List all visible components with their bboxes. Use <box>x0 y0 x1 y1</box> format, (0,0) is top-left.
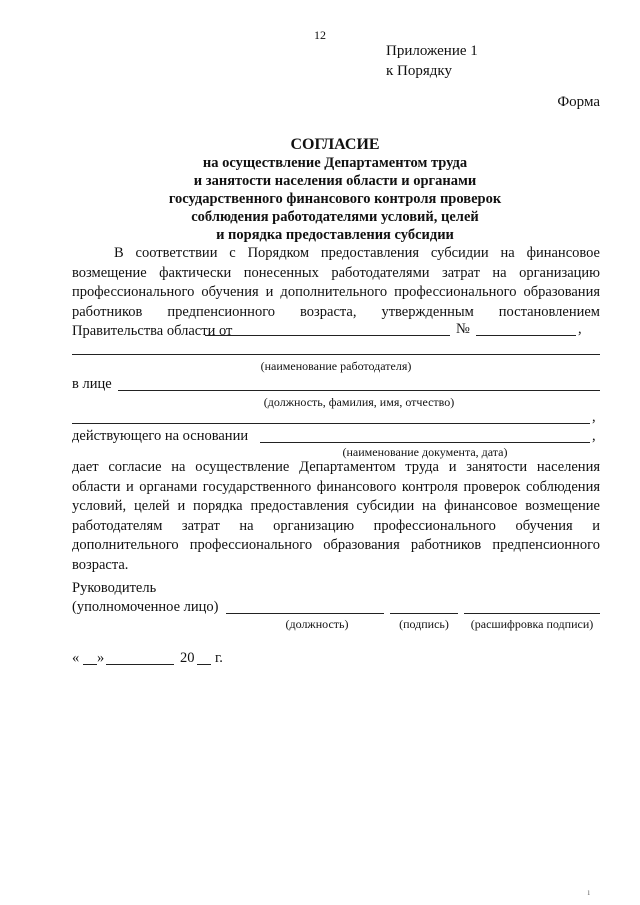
date-open-quote: « <box>72 650 80 666</box>
comma: , <box>578 321 582 337</box>
representative-field[interactable] <box>118 390 600 391</box>
signature-title: Руководитель <box>72 580 157 596</box>
basis-document-field[interactable] <box>260 442 590 443</box>
year-field[interactable] <box>197 664 211 665</box>
basis-label: действующего на основании <box>72 428 249 444</box>
consent-paragraph <box>72 458 600 575</box>
document-title <box>70 136 600 244</box>
basis-caption: (наименование документа, дата) <box>342 445 508 459</box>
page-number: 12 <box>314 28 326 42</box>
year-suffix: г. <box>215 650 223 666</box>
consent-text: дает согласие на осуществление Департаментом труда и занятости населения области и органами государственного финансового контроля проверок соблюдения условий, целей и порядка предоставления субсидии на финансовое возмещение работодателям затрат на организацию профессионального обучения и дополнительного профессионального образования работников предпенсионного возраста. <box>72 459 600 573</box>
representative-field-continued[interactable] <box>72 423 590 424</box>
title-line: государственного финансового контроля проверок <box>168 191 502 207</box>
signature-field[interactable] <box>390 613 458 614</box>
title-line: и занятости населения области и органами <box>193 173 477 189</box>
decree-date-field[interactable] <box>205 335 450 336</box>
date-close-quote: » <box>97 650 105 666</box>
decoding-field[interactable] <box>464 613 600 614</box>
appendix-line-2: к Порядку <box>386 63 452 79</box>
intro-paragraph <box>72 244 600 342</box>
title-line: и порядка предоставления субсидии <box>216 227 454 243</box>
form-label: Форма <box>557 94 600 110</box>
title-main: СОГЛАСИЕ <box>290 136 380 153</box>
title-line: на осуществление Департаментом труда <box>202 155 468 171</box>
decree-number-field[interactable] <box>476 335 576 336</box>
employer-name-field[interactable] <box>72 354 600 355</box>
year-prefix: 20 <box>180 650 195 666</box>
appendix-line-1: Приложение 1 <box>386 43 478 59</box>
appendix-note <box>386 41 478 81</box>
intro-text: В соответствии с Порядком предоставления субсидии на финансовое возмещение фактически понесенных работодателями затрат на организацию профессионального обучения и дополнительного профессионального образования работников предпенсионного возраста, утвержденным постановлением Правительства области от <box>72 245 600 339</box>
employer-caption: (наименование работодателя) <box>260 359 412 373</box>
comma: , <box>592 428 596 444</box>
in-person-label: в лице <box>72 376 112 392</box>
comma: , <box>592 409 596 425</box>
corner-mark: ı <box>587 887 590 897</box>
position-caption: (должность) <box>285 617 349 631</box>
month-field[interactable] <box>106 664 174 665</box>
person-caption: (должность, фамилия, имя, отчество) <box>263 395 455 409</box>
signature-subtitle: (уполномоченное лицо) <box>72 599 219 615</box>
position-field[interactable] <box>226 613 384 614</box>
decoding-caption: (расшифровка подписи) <box>470 617 594 631</box>
title-line: соблюдения работодателями условий, целей <box>191 209 479 225</box>
day-field[interactable] <box>83 664 97 665</box>
signature-caption: (подпись) <box>399 617 449 631</box>
number-sign: № <box>456 321 470 337</box>
